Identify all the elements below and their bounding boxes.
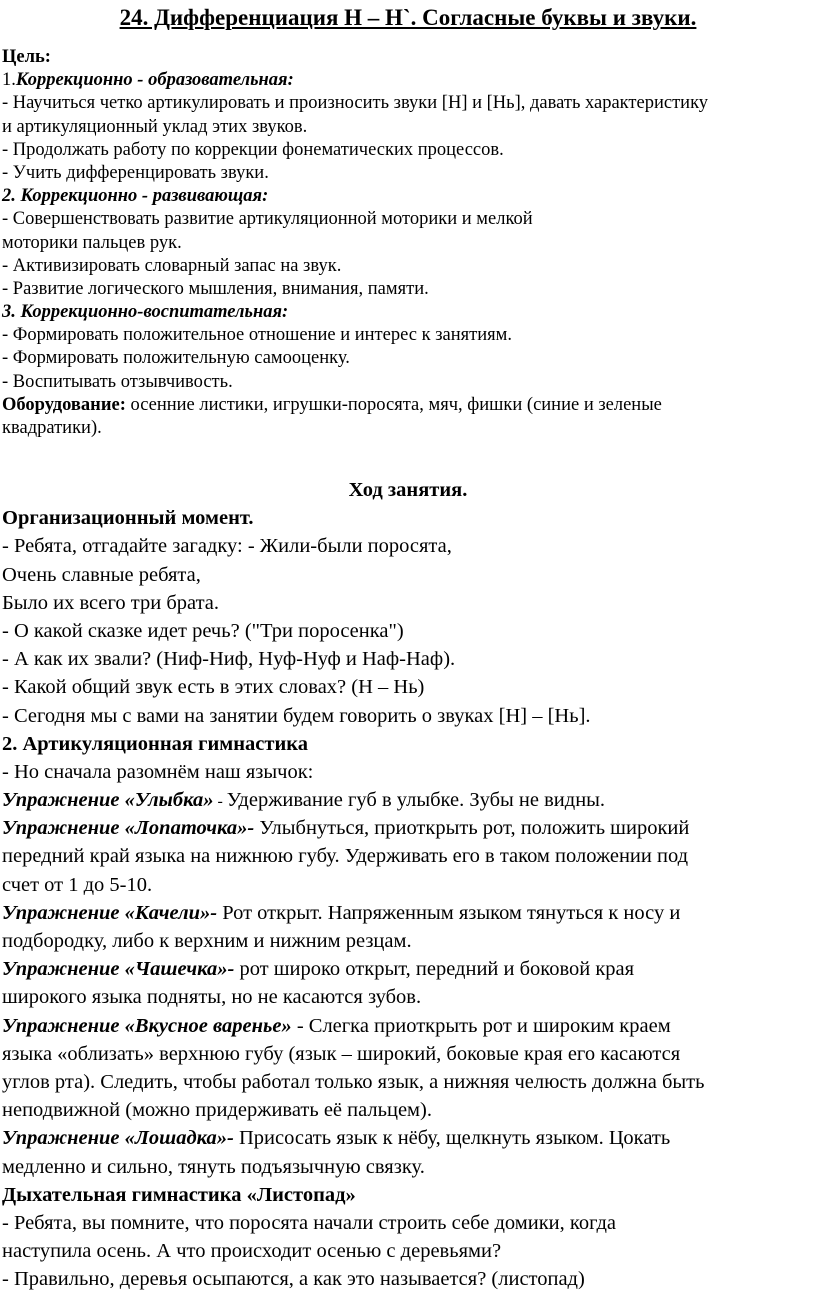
org-line: Было их всего три брата. — [2, 591, 220, 614]
exercise-1-text: Удерживание губ в улыбке. Зубы не видны. — [226, 789, 606, 812]
artic-heading: 2. Артикуляционная гимнастика — [2, 732, 309, 755]
exercise-5-cont: языка «облизать» верхнюю губу (язык – широкий, боковые края его касаются — [2, 1042, 681, 1065]
exercise-6 — [2, 1124, 814, 1152]
exercise-1 — [2, 786, 814, 814]
goal-1-item: - Научиться четко артикулировать и произносить звуки [Н] и [Нь], давать характеристику — [2, 93, 709, 114]
goal-1-title: Коррекционно - образовательная: — [15, 70, 294, 91]
exercise-2-cont: передний край языка на нижнюю губу. Удерживать его в таком положении под — [2, 845, 689, 868]
exercise-1-sep: - — [213, 793, 227, 811]
lesson-section — [2, 476, 814, 1293]
exercise-2 — [2, 814, 814, 842]
lesson-heading: Ход занятия. — [348, 479, 468, 501]
breathing-heading: Дыхательная гимнастика «Листопад» — [2, 1183, 356, 1206]
exercise-4-cont: широкого языка подняты, но не касаются зубов. — [2, 986, 422, 1009]
org-line: - О какой сказке идет речь? ("Три поросенка") — [2, 619, 404, 642]
goal-3-item: - Воспитывать отзывчивость. — [2, 371, 233, 392]
org-line: Очень славные ребята, — [2, 563, 201, 586]
equipment-label: Оборудование: — [2, 394, 126, 415]
org-heading: Организационный момент. — [2, 507, 254, 530]
document-title: 24. Дифференциация Н – Н`. Согласные буквы и звуки. — [119, 5, 697, 30]
exercise-3-name: Упражнение «Качели»- — [2, 901, 218, 924]
exercise-6-text: Присосать язык к нёбу, щелкнуть языком. Цокать — [233, 1127, 671, 1150]
goals-heading: Цель: — [2, 47, 51, 67]
breathing-line: наступила осень. А что происходит осенью с деревьями? — [2, 1240, 502, 1263]
goals-section — [2, 46, 810, 440]
org-line: - Сегодня мы с вами на занятии будем говорить о звуках [Н] – [Нь]. — [2, 704, 591, 727]
goal-1-item: и артикуляционный уклад этих звуков. — [2, 116, 308, 137]
goal-3-title: 3. Коррекционно-воспитательная: — [2, 302, 289, 323]
exercise-5 — [2, 1012, 814, 1040]
goal-3-item: - Формировать положительную самооценку. — [2, 348, 350, 369]
goal-2-item: - Активизировать словарный запас на звук. — [2, 255, 342, 276]
exercise-5-cont: углов рта). Следить, чтобы работал только язык, а нижняя челюсть должна быть — [2, 1070, 705, 1093]
equipment-text-cont: квадратики). — [2, 418, 102, 438]
exercise-4-text: рот широко открыт, передний и боковой края — [234, 958, 635, 981]
breathing-line: - Правильно, деревья осыпаются, а как это называется? (листопад) — [2, 1268, 585, 1291]
exercise-2-cont: счет от 1 до 5-10. — [2, 873, 153, 896]
exercise-5-cont: неподвижной (можно придерживать её пальцем). — [2, 1099, 432, 1122]
exercise-6-cont: медленно и сильно, тянуть подъязычную связку. — [2, 1155, 425, 1178]
artic-intro: - Но сначала разомнём наш язычок: — [2, 760, 314, 783]
org-line: - Какой общий звук есть в этих словах? (Н – Нь) — [2, 676, 425, 699]
exercise-3 — [2, 899, 814, 927]
org-line: - А как их звали? (Ниф-Ниф, Нуф-Нуф и Наф-Наф). — [2, 648, 456, 671]
exercise-3-cont: подбородку, либо к верхним и нижним резцам. — [2, 930, 412, 952]
exercise-4 — [2, 955, 814, 983]
goal-2-item: моторики пальцев рук. — [2, 232, 182, 253]
exercise-1-name: Упражнение «Улыбка» — [2, 789, 214, 812]
exercise-5-text: - Слегка приоткрыть рот и широким краем — [291, 1014, 671, 1037]
goal-3-item: - Формировать положительное отношение и интерес к занятиям. — [2, 325, 512, 346]
goal-1-item: - Продолжать работу по коррекции фонематических процессов. — [2, 139, 504, 160]
exercise-6-name: Упражнение «Лошадка»- — [2, 1127, 234, 1150]
org-line: - Ребята, отгадайте загадку: - Жили-были поросята, — [2, 535, 452, 558]
goal-1-title-line — [2, 69, 810, 92]
goal-1-number: 1. — [2, 70, 16, 91]
goal-1-item: - Учить дифференцировать звуки. — [2, 162, 269, 183]
breathing-line: - Ребята, вы помните, что поросята начали строить себе домики, когда — [2, 1211, 616, 1234]
goal-2-item: - Совершенствовать развитие артикуляционной моторики и мелкой — [2, 209, 533, 230]
exercise-5-name: Упражнение «Вкусное варенье» — [2, 1014, 292, 1037]
exercise-2-text: Улыбнуться, приоткрыть рот, положить широкий — [254, 817, 690, 840]
exercise-2-name: Упражнение «Лопаточка»- — [2, 817, 255, 840]
goal-2-item: - Развитие логического мышления, внимания, памяти. — [2, 278, 429, 299]
exercise-3-text: Рот открыт. Напряженным языком тянуться к носу и — [217, 901, 681, 924]
equipment-line — [2, 394, 810, 417]
goal-2-title: 2. Коррекционно - развивающая: — [2, 186, 269, 207]
exercise-4-name: Упражнение «Чашечка»- — [2, 958, 235, 981]
equipment-text: осенние листики, игрушки-поросята, мяч, фишки (синие и зеленые — [125, 394, 662, 415]
